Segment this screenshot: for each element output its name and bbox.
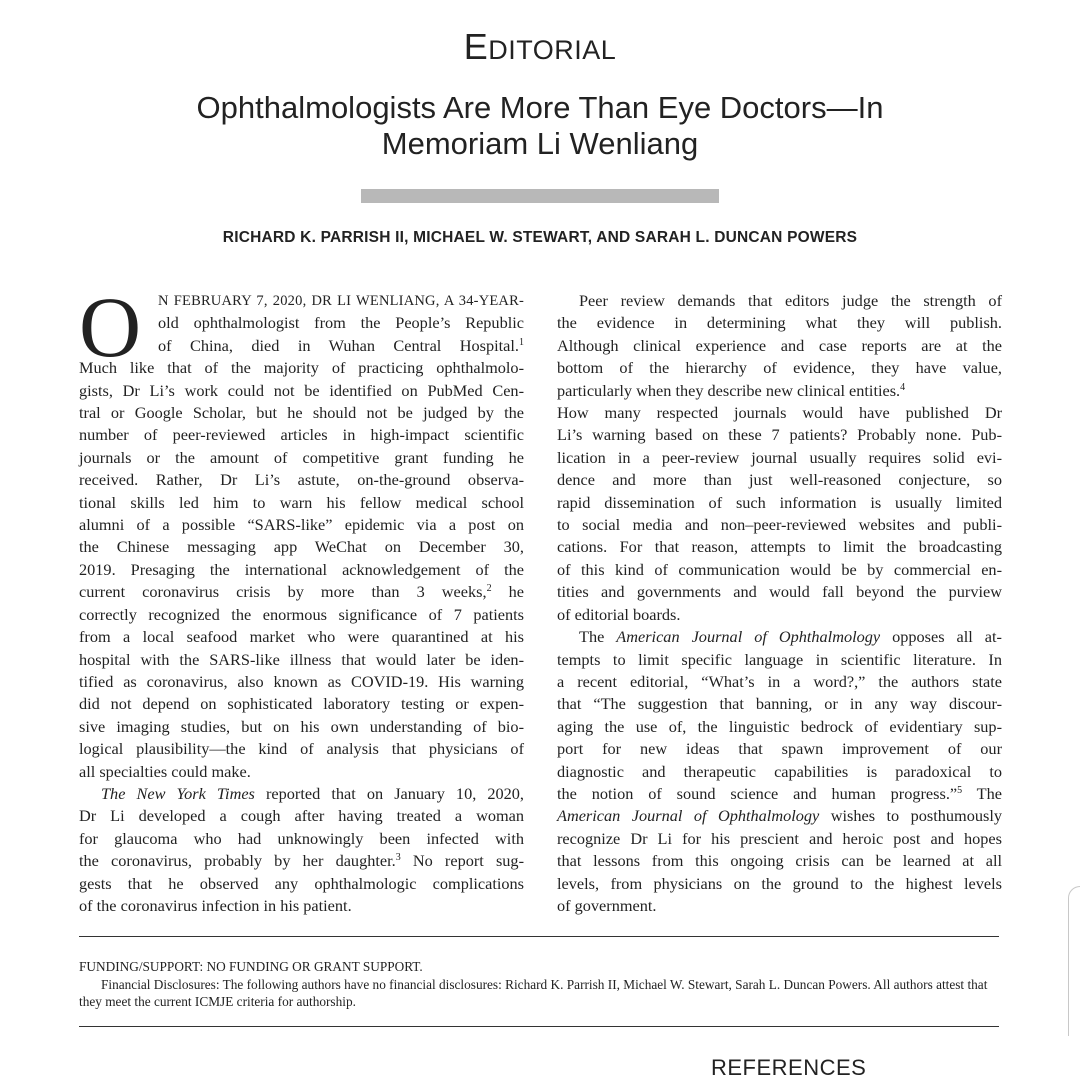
references-heading: REFERENCES bbox=[711, 1055, 867, 1080]
text-line: tities and governments and would fall beyond the purview bbox=[557, 582, 1002, 602]
text-segment: The bbox=[579, 627, 617, 647]
text-line: correctly recognized the enormous significance of 7 patients bbox=[79, 604, 524, 624]
citation-4[interactable]: 4 bbox=[900, 381, 906, 393]
text-line: gests that he observed any ophthalmologic complications bbox=[79, 873, 524, 893]
text-line: diagnostic and therapeutic capabilities is paradoxical to bbox=[557, 761, 1002, 781]
text-segment: No report sug- bbox=[400, 851, 524, 871]
journal-name: American Journal of Ophthalmology bbox=[616, 627, 881, 647]
text-line: of editorial boards. bbox=[557, 604, 681, 624]
text-line: alumni of a possible “SARS-like” epidemic via a post on bbox=[79, 515, 524, 535]
text-line: tral or Google Scholar, but he should not be judged by the bbox=[79, 403, 524, 423]
text-line: journals or the amount of competitive grant funding he bbox=[79, 447, 524, 467]
article-title bbox=[150, 90, 930, 162]
drop-cap: O bbox=[79, 279, 142, 375]
text-line: the Chinese messaging app WeChat on December 30, bbox=[79, 537, 524, 557]
text-line: logical plausibility—the kind of analysis that physicians of bbox=[79, 739, 524, 759]
left-paragraph-1 bbox=[79, 290, 524, 783]
funding-statement: FUNDING/SUPPORT: NO FUNDING OR GRANT SUPPORT. bbox=[79, 959, 423, 974]
footnote-divider bbox=[79, 936, 999, 937]
author-list: RICHARD K. PARRISH II, MICHAEL W. STEWART, AND SARAH L. DUNCAN POWERS bbox=[222, 229, 858, 246]
text-line bbox=[79, 850, 524, 872]
text-line: tified as coronavirus, also known as COVID-19. His warning bbox=[79, 671, 524, 691]
text-line: N FEBRUARY 7, 2020, DR LI WENLIANG, A 34-YEAR- bbox=[158, 293, 524, 309]
text-line: bottom of the hierarchy of evidence, they have value, bbox=[557, 358, 1002, 378]
section-kicker: EDITORIAL bbox=[463, 26, 617, 67]
text-line: port for new ideas that spawn improvement of our bbox=[557, 739, 1002, 759]
text-line: old ophthalmologist from the People’s Republic bbox=[158, 313, 524, 333]
text-line: Much like that of the majority of practicing ophthalmolo- bbox=[79, 358, 524, 378]
text-line: that lessons from this ongoing crisis can be learned at all bbox=[557, 851, 1002, 871]
journal-name: American Journal of Ophthalmology bbox=[557, 806, 820, 826]
text-line bbox=[79, 335, 524, 357]
text-line bbox=[79, 581, 524, 603]
citation-2[interactable]: 2 bbox=[486, 583, 492, 595]
text-line: from a local seafood market who were quarantined at his bbox=[79, 627, 524, 647]
left-column bbox=[79, 279, 525, 917]
text-line: number of peer-reviewed articles in high-impact scientific bbox=[79, 425, 524, 445]
text-line: all specialties could make. bbox=[79, 761, 251, 781]
text-line bbox=[557, 380, 1002, 402]
text-line: received. Rather, Dr Li’s astute, on-the-ground observa- bbox=[79, 470, 524, 490]
text-line: levels, from physicians on the ground to the highest levels bbox=[557, 873, 1002, 893]
text-segment: The bbox=[962, 783, 1002, 803]
text-segment: the notion of sound science and human progress.” bbox=[557, 783, 958, 803]
text-segment: of China, died in Wuhan Central Hospital. bbox=[158, 335, 519, 355]
financial-disclosures: Financial Disclosures: The following authors have no financial disclosures: Richard K. Parrish II, Michael W. Stewart, Sarah L. Duncan Powers. All authors attest that they meet the current ICMJE criteria for authorship. bbox=[79, 976, 988, 1009]
text-line: of this kind of communication would be by commercial en- bbox=[557, 559, 1002, 579]
text-line: gists, Dr Li’s work could not be identified on PubMed Cen- bbox=[79, 380, 524, 400]
text-segment: current coronavirus crisis by more than 3 weeks, bbox=[79, 582, 487, 602]
text-line: a recent editorial, “What’s in a word?,” the authors state bbox=[557, 671, 1002, 691]
text-line: aging the use of, the linguistic bedrock of evidentiary sup- bbox=[557, 716, 1002, 736]
text-line: the evidence in determining what they will publish. bbox=[557, 313, 1002, 333]
text-line: Li’s warning based on these 7 patients? Probably none. Pub- bbox=[557, 425, 1002, 445]
text-line: recognize Dr Li for his prescient and heroic post and hopes bbox=[557, 828, 1002, 848]
text-segment: the coronavirus, probably by her daughter. bbox=[79, 851, 396, 871]
text-line bbox=[557, 783, 1002, 805]
title-rule-bar bbox=[361, 189, 719, 203]
text-line: for glaucoma who had unknowingly been infected with bbox=[79, 828, 524, 848]
text-line bbox=[557, 805, 1002, 827]
references-divider bbox=[79, 1026, 999, 1027]
text-segment: he bbox=[491, 582, 525, 602]
right-paragraph-1 bbox=[557, 290, 1002, 626]
citation-1[interactable]: 1 bbox=[519, 336, 524, 348]
text-line: cations. For that reason, attempts to limit the broadcasting bbox=[557, 537, 1002, 557]
text-segment: wishes to posthumously bbox=[819, 806, 1002, 826]
text-line: Dr Li developed a cough after having treated a woman bbox=[79, 806, 524, 826]
text-line: that “The suggestion that banning, or in any way discour- bbox=[557, 694, 1002, 714]
citation-3[interactable]: 3 bbox=[395, 852, 401, 864]
text-line: of government. bbox=[557, 895, 657, 915]
title-line-1: Ophthalmologists Are More Than Eye Doctors—In bbox=[196, 90, 884, 125]
text-line: of the coronavirus infection in his patient. bbox=[79, 895, 352, 915]
text-segment: particularly when they describe new clinical entities. bbox=[557, 380, 901, 400]
left-paragraph-2 bbox=[79, 783, 524, 917]
funding-disclosures bbox=[79, 958, 999, 1011]
title-line-2: Memoriam Li Wenliang bbox=[381, 126, 699, 161]
text-line: hospital with the SARS-like illness that would later be iden- bbox=[79, 649, 524, 669]
text-line: Although clinical experience and case reports are at the bbox=[557, 335, 1002, 355]
citation-5[interactable]: 5 bbox=[957, 784, 963, 796]
text-line: tempts to limit specific language in scientific literature. In bbox=[557, 649, 1002, 669]
right-paragraph-2 bbox=[557, 626, 1002, 917]
text-line bbox=[557, 626, 1002, 648]
text-line: to social media and non–peer-reviewed websites and publi- bbox=[557, 515, 1002, 535]
text-line: How many respected journals would have published Dr bbox=[557, 403, 1002, 423]
publication-name: The New York Times bbox=[101, 783, 255, 803]
text-line: sive imaging studies, but on his own understanding of bio- bbox=[79, 716, 524, 736]
text-line bbox=[79, 783, 524, 805]
text-segment: reported that on January 10, 2020, bbox=[254, 783, 524, 803]
right-column bbox=[557, 290, 1002, 917]
text-line: lication in a peer-review journal usually requires solid evi- bbox=[557, 447, 1002, 467]
text-segment: opposes all at- bbox=[880, 627, 1002, 647]
scroll-edge-indicator bbox=[1068, 886, 1080, 1036]
text-line: 2019. Presaging the international acknowledgement of the bbox=[79, 559, 524, 579]
text-line: dence and more than just well-reasoned conjecture, so bbox=[557, 470, 1002, 490]
text-line: rapid dissemination of such information is usually limited bbox=[557, 492, 1002, 512]
text-line: tional skills led him to warn his fellow medical school bbox=[79, 492, 524, 512]
text-line: Peer review demands that editors judge the strength of bbox=[579, 291, 1002, 310]
text-line: did not depend on sophisticated laboratory testing or expen- bbox=[79, 694, 524, 714]
